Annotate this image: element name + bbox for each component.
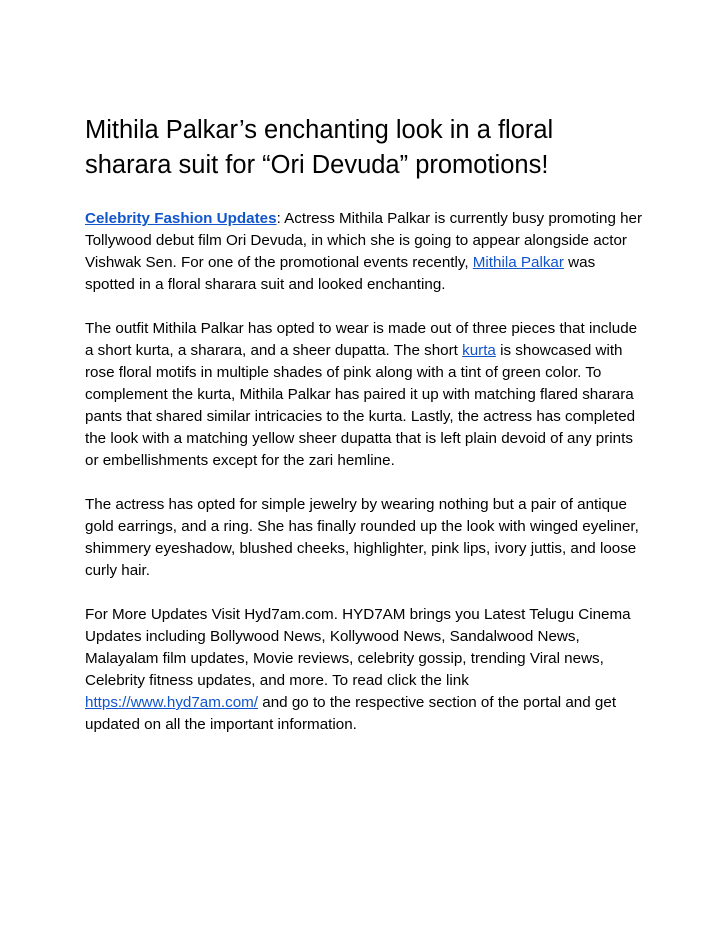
paragraph-text: The actress has opted for simple jewelry by wearing nothing but a pair of antique gold earrings, and a ring. She has finally rounded up the look with winged eyeliner, shimmery eyeshadow, blushed cheeks, highlighter, pink lips, ivory juttis, and loose curly hair. bbox=[85, 496, 639, 579]
hyd7am-url-link[interactable]: https://www.hyd7am.com/ bbox=[85, 694, 259, 711]
paragraph-text: was spotted in a floral sharara suit and looked enchanting. bbox=[85, 254, 596, 293]
paragraph-intro bbox=[85, 208, 645, 296]
paragraph-more-updates bbox=[85, 604, 645, 736]
paragraph-jewelry bbox=[85, 494, 645, 582]
title-line-1: Mithila Palkar’s enchanting look in a floral bbox=[85, 116, 554, 144]
title-line-2: sharara suit for “Ori Devuda” promotions! bbox=[85, 151, 549, 179]
mithila-palkar-link[interactable]: Mithila Palkar bbox=[472, 254, 564, 271]
kurta-link[interactable]: kurta bbox=[462, 342, 496, 359]
paragraph-text: For More Updates Visit Hyd7am.com. HYD7AM brings you Latest Telugu Cinema Updates including Bollywood News, Kollywood News, Sandalwood News, Malayalam film updates, Movie reviews, celebrity gossip, trending Viral news, Celebrity fitness updates, and more. To read click the link bbox=[85, 606, 631, 689]
paragraph-text: : Actress Mithila Palkar is currently busy promoting her Tollywood debut film Ori Devuda, in which she is going to appear alongside actor Vishwak Sen. For one of the promotional events recently, bbox=[85, 210, 643, 271]
paragraph-text: is showcased with rose floral motifs in multiple shades of pink along with a tint of green color. To complement the kurta, Mithila Palkar has paired it up with matching flared sharara pants that shared similar intricacies to the kurta. Lastly, the actress has completed the look with a matching yellow sheer dupatta that is left plain devoid of any prints or embellishments except for the zari hemline. bbox=[85, 342, 636, 469]
paragraph-outfit bbox=[85, 318, 645, 472]
paragraph-text: and go to the respective section of the portal and get updated on all the important information. bbox=[85, 694, 617, 733]
page-title bbox=[85, 113, 645, 183]
document-content bbox=[85, 113, 645, 758]
paragraph-text: The outfit Mithila Palkar has opted to wear is made out of three pieces that include a short kurta, a sharara, and a sheer dupatta. The short bbox=[85, 320, 638, 359]
celebrity-fashion-updates-link[interactable]: Celebrity Fashion Updates bbox=[85, 210, 277, 227]
article-body bbox=[85, 208, 645, 736]
